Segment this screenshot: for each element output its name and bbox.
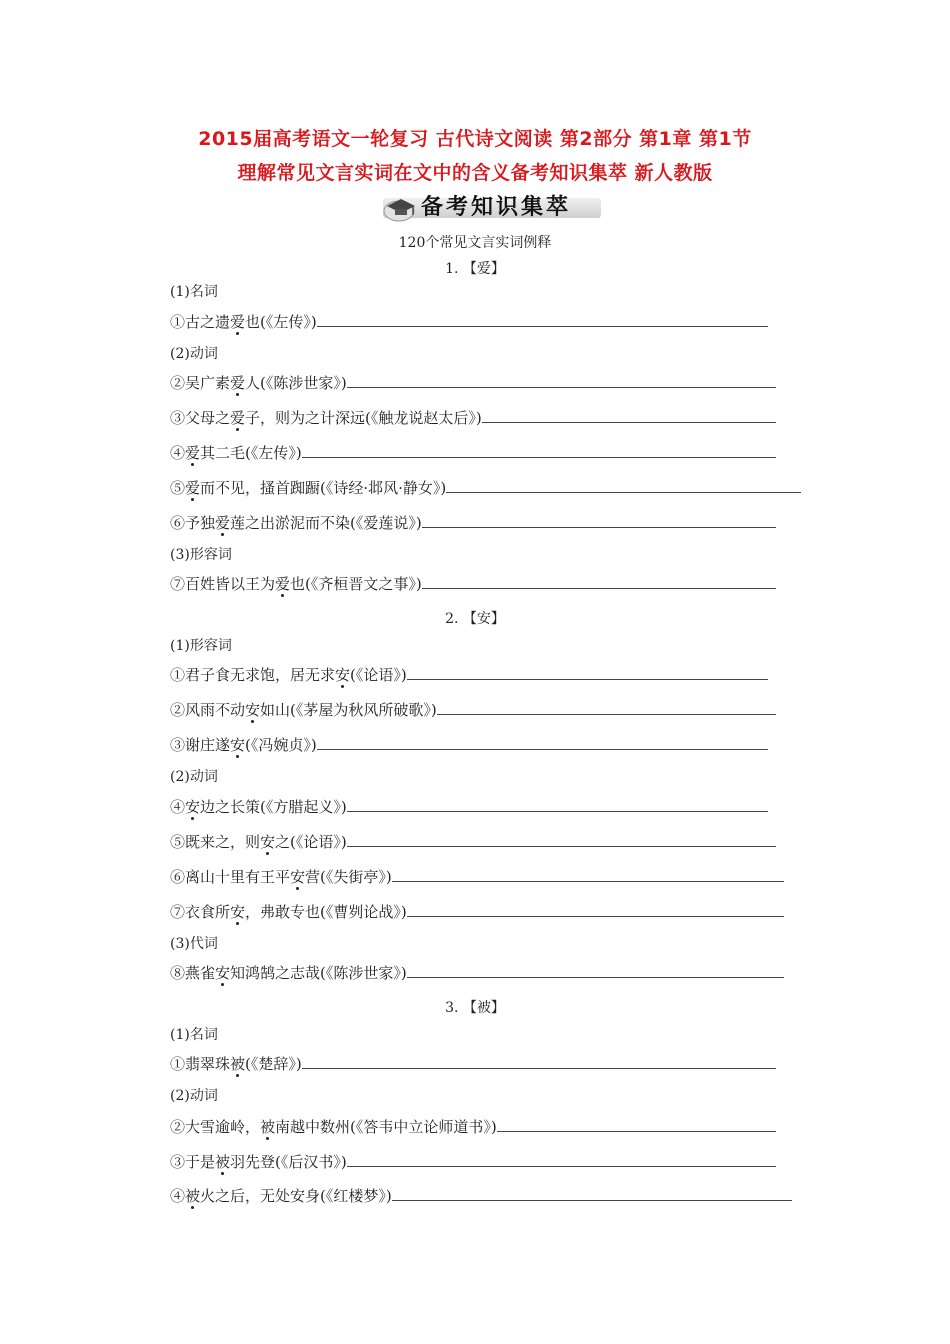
answer-blank[interactable] xyxy=(347,1151,776,1167)
sentence-source: 边之长策(《方腊起义》) xyxy=(200,798,347,816)
sentence-prefix: ⑥离山十里有王平 xyxy=(170,868,291,886)
answer-blank[interactable] xyxy=(347,372,776,388)
example-sentence xyxy=(170,831,776,852)
sentence-prefix: ②风雨不动 xyxy=(170,701,246,719)
sentence-source: 而不见，搔首踟蹰(《诗经·邶风·静女》) xyxy=(200,479,447,497)
answer-blank[interactable] xyxy=(407,962,784,978)
part-of-speech-label: (2)动词 xyxy=(170,769,218,785)
example-sentence xyxy=(170,734,768,755)
part-of-speech-label: (1)名词 xyxy=(170,1027,218,1043)
sentence-source: 营(《失街亭》) xyxy=(305,868,392,886)
key-word: 被 xyxy=(215,1153,231,1171)
sentence-source: 羽先登(《后汉书》) xyxy=(230,1153,347,1171)
entry-heading: 2. 【安】 xyxy=(445,611,505,627)
key-word: 安 xyxy=(230,903,246,921)
sentence-prefix: ⑥予独 xyxy=(170,514,216,532)
sentence-source: (《论语》) xyxy=(350,666,407,684)
answer-blank[interactable] xyxy=(407,664,768,680)
key-word: 爱 xyxy=(185,444,201,462)
list-subtitle: 120个常见文言实词例释 xyxy=(398,235,552,251)
example-sentence xyxy=(170,1053,776,1074)
document-title-line-1: 2015届高考语文一轮复习 古代诗文阅读 第2部分 第1章 第1节 xyxy=(198,128,752,150)
sentence-prefix: ②大雪逾岭， xyxy=(170,1118,261,1136)
example-sentence xyxy=(170,1116,776,1137)
example-sentence xyxy=(170,512,776,533)
answer-blank[interactable] xyxy=(317,311,768,327)
sentence-prefix: ⑦百姓皆以王为 xyxy=(170,575,276,593)
sentence-source: 其二毛(《左传》) xyxy=(200,444,302,462)
entry-heading: 3. 【被】 xyxy=(445,1000,505,1016)
part-of-speech-label: (1)形容词 xyxy=(170,638,232,654)
key-word: 安 xyxy=(260,833,276,851)
example-sentence xyxy=(170,407,776,428)
example-sentence xyxy=(170,1185,792,1206)
answer-blank[interactable] xyxy=(497,1116,776,1132)
answer-blank[interactable] xyxy=(392,1185,792,1201)
sentence-source: 莲之出淤泥而不染(《爱莲说》) xyxy=(230,514,422,532)
answer-blank[interactable] xyxy=(422,573,776,589)
answer-blank[interactable] xyxy=(437,699,776,715)
key-word: 安 xyxy=(245,701,261,719)
example-sentence xyxy=(170,866,784,887)
key-word: 爱 xyxy=(215,514,231,532)
part-of-speech-label: (3)形容词 xyxy=(170,547,232,563)
example-sentence xyxy=(170,442,776,463)
key-word: 被 xyxy=(260,1118,276,1136)
part-of-speech-label: (1)名词 xyxy=(170,284,218,300)
sentence-prefix: ④ xyxy=(170,1187,186,1205)
sentence-prefix: ①翡翠珠 xyxy=(170,1055,231,1073)
key-word: 安 xyxy=(335,666,351,684)
part-of-speech-label: (3)代词 xyxy=(170,936,218,952)
sentence-prefix: ⑦衣食所 xyxy=(170,903,231,921)
example-sentence xyxy=(170,573,776,594)
key-word: 被 xyxy=(230,1055,246,1073)
example-sentence xyxy=(170,1151,776,1172)
sentence-prefix: ③父母之 xyxy=(170,409,231,427)
sentence-source: 子，则为之计深远(《触龙说赵太后》) xyxy=(245,409,482,427)
example-sentence xyxy=(170,372,776,393)
key-word: 安 xyxy=(230,736,246,754)
sentence-source: 知鸿鹄之志哉(《陈涉世家》) xyxy=(230,964,407,982)
sentence-prefix: ③于是 xyxy=(170,1153,216,1171)
answer-blank[interactable] xyxy=(407,901,784,917)
key-word: 爱 xyxy=(230,409,246,427)
answer-blank[interactable] xyxy=(392,866,784,882)
answer-blank[interactable] xyxy=(302,1053,776,1069)
sentence-source: 也(《左传》) xyxy=(245,313,317,331)
key-word: 爱 xyxy=(230,374,246,392)
sentence-source: 也(《齐桓晋文之事》) xyxy=(290,575,422,593)
document-title-line-2: 理解常见文言实词在文中的含义备考知识集萃 新人教版 xyxy=(237,162,713,184)
sentence-prefix: ①古之遗 xyxy=(170,313,231,331)
sentence-prefix: ③谢庄遂 xyxy=(170,736,231,754)
answer-blank[interactable] xyxy=(317,734,768,750)
part-of-speech-label: (2)动词 xyxy=(170,346,218,362)
banner-title: 备考知识集萃 xyxy=(421,195,572,220)
sentence-prefix: ④ xyxy=(170,798,186,816)
sentence-prefix: ④ xyxy=(170,444,186,462)
sentence-source: ，弗敢专也(《曹刿论战》) xyxy=(245,903,407,921)
answer-blank[interactable] xyxy=(347,831,776,847)
key-word: 被 xyxy=(185,1187,201,1205)
sentence-prefix: ①君子食无求饱，居无求 xyxy=(170,666,336,684)
example-sentence xyxy=(170,699,776,720)
part-of-speech-label: (2)动词 xyxy=(170,1088,218,1104)
entry-heading: 1. 【爱】 xyxy=(445,261,505,277)
key-word: 爱 xyxy=(275,575,291,593)
graduation-cap-icon xyxy=(383,193,419,223)
sentence-source: 南越中数州(《答韦中立论师道书》) xyxy=(275,1118,497,1136)
sentence-source: 火之后，无处安身(《红楼梦》) xyxy=(200,1187,392,1205)
sentence-source: 之(《论语》) xyxy=(275,833,347,851)
section-banner xyxy=(383,192,601,224)
key-word: 爱 xyxy=(185,479,201,497)
example-sentence xyxy=(170,962,784,983)
answer-blank[interactable] xyxy=(347,796,768,812)
sentence-source: 如山(《茅屋为秋风所破歌》) xyxy=(260,701,437,719)
sentence-prefix: ⑤ xyxy=(170,479,186,497)
answer-blank[interactable] xyxy=(446,477,801,493)
example-sentence xyxy=(170,664,768,685)
sentence-prefix: ⑧燕雀 xyxy=(170,964,216,982)
answer-blank[interactable] xyxy=(302,442,776,458)
sentence-prefix: ⑤既来之，则 xyxy=(170,833,261,851)
sentence-source: 人(《陈涉世家》) xyxy=(245,374,347,392)
answer-blank[interactable] xyxy=(422,512,776,528)
sentence-source: (《冯婉贞》) xyxy=(245,736,317,754)
key-word: 爱 xyxy=(230,313,246,331)
sentence-source: (《楚辞》) xyxy=(245,1055,302,1073)
example-sentence xyxy=(170,796,768,817)
key-word: 安 xyxy=(215,964,231,982)
example-sentence xyxy=(170,901,784,922)
example-sentence xyxy=(170,477,801,498)
sentence-prefix: ②吴广素 xyxy=(170,374,231,392)
answer-blank[interactable] xyxy=(482,407,776,423)
example-sentence xyxy=(170,311,768,332)
key-word: 安 xyxy=(290,868,306,886)
key-word: 安 xyxy=(185,798,201,816)
